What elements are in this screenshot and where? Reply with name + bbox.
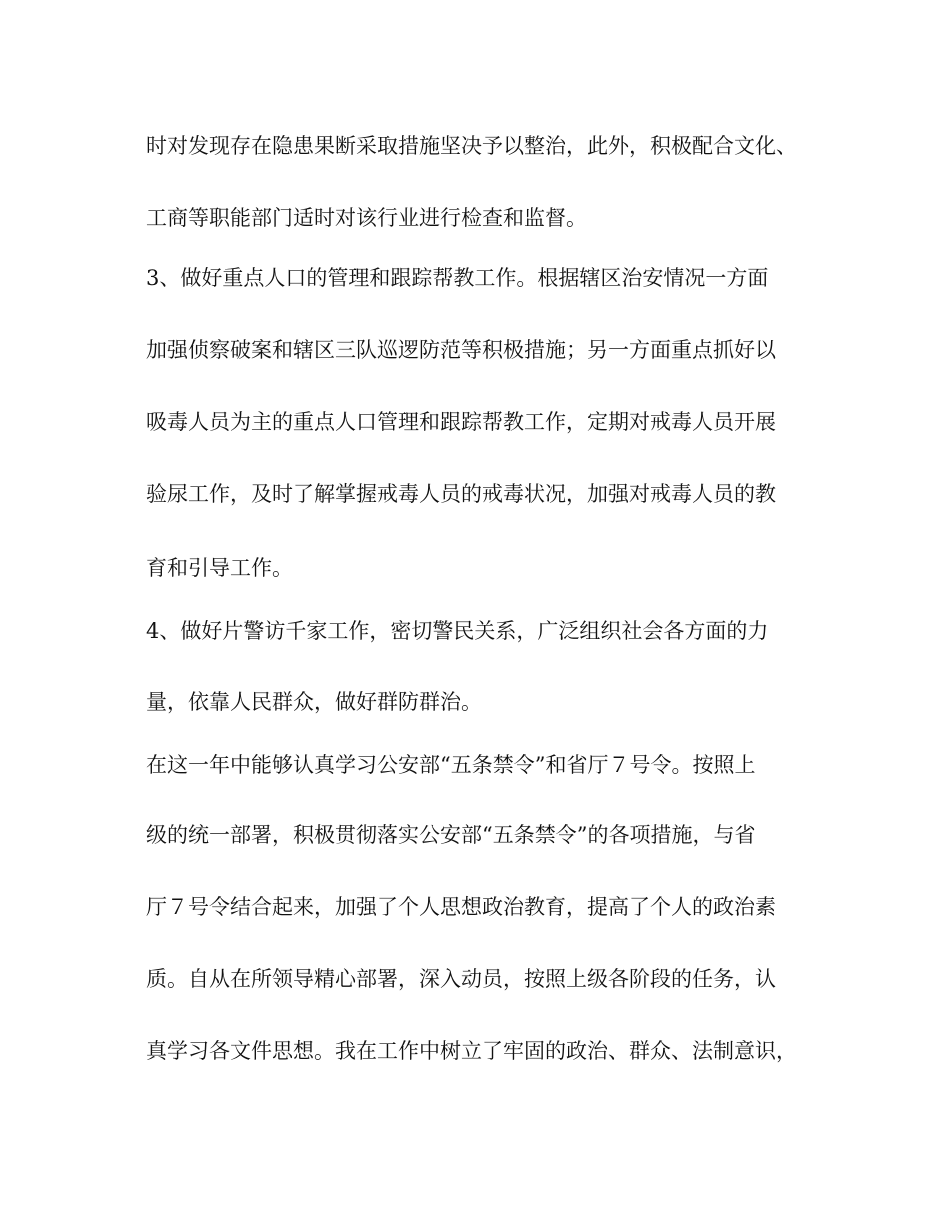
body-text-line: 量，依靠人民群众，做好群防群治。	[146, 690, 482, 714]
body-text-line: 级的统一部署，积极贯彻落实公安部“五条禁令”的各项措施，与省	[146, 823, 756, 847]
body-text-line: 厅７号令结合起来，加强了个人思想政治教育，提高了个人的政治素	[146, 895, 776, 919]
body-text-line: 育和引导工作。	[146, 556, 293, 580]
body-text-line: 在这一年中能够认真学习公安部“五条禁令”和省厅７号令。按照上	[146, 753, 756, 777]
body-text-line: 时对发现存在隐患果断采取措施坚决予以整治，此外，积极配合文化、	[146, 134, 797, 158]
body-text-line: 4、做好片警访千家工作，密切警民关系，广泛组织社会各方面的力	[146, 619, 769, 643]
body-text-line: 3、做好重点人口的管理和跟踪帮教工作。根据辖区治安情况一方面	[146, 266, 769, 290]
body-text-line: 质。自从在所领导精心部署，深入动员，按照上级各阶段的任务，认	[146, 967, 776, 991]
body-text-line: 加强侦察破案和辖区三队巡逻防范等积极措施；另一方面重点抓好以	[146, 338, 776, 362]
body-text-line: 验尿工作，及时了解掌握戒毒人员的戒毒状况，加强对戒毒人员的教	[146, 482, 776, 506]
body-text-line: 吸毒人员为主的重点人口管理和跟踪帮教工作，定期对戒毒人员开展	[146, 410, 776, 434]
body-text-line: 工商等职能部门适时对该行业进行检查和监督。	[146, 206, 587, 230]
body-text-line: 真学习各文件思想。我在工作中树立了牢固的政治、群众、法制意识，	[146, 1039, 797, 1063]
